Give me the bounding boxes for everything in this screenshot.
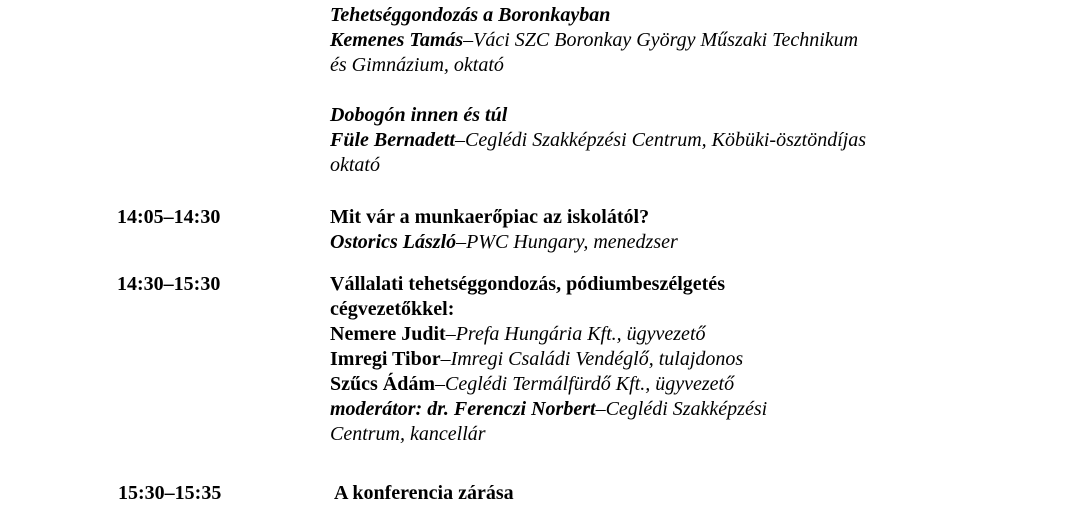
session-title: A konferencia zárása [334,482,514,504]
session-speaker-line [330,230,970,255]
speaker-affiliation: –PWC Hungary, menedzser [456,231,678,253]
session-title: Vállalati tehetséggondozás, pódiumbeszélgetés [330,273,725,295]
talk-title-text: Dobogón innen és túl [330,104,508,126]
panelist-name: Imregi Tibor [330,348,441,370]
session-title: Mit vár a munkaerőpiac az iskolától? [330,206,650,228]
speaker-name: Füle Bernadett [330,129,456,151]
speaker-affiliation-cont: és Gimnázium, oktató [330,54,504,76]
panelist-row [330,322,970,347]
session-closing [334,481,974,506]
time-slot-1530: 15:30–15:35 [118,482,222,504]
time-slot-1405: 14:05–14:30 [117,206,221,228]
speaker-name: Kemenes Tamás [330,29,464,51]
moderator-role: –Ceglédi Szakképzési [595,398,768,420]
speaker-affiliation-cont: oktató [330,154,380,176]
time-slot-1430: 14:30–15:30 [117,273,221,295]
session-munkaeropiac [330,205,970,255]
talk-title-text: Tehetséggondozás a Boronkayban [330,4,611,26]
speaker-name: Ostorics László [330,231,457,253]
talk-title [330,103,970,128]
speaker-affiliation: –Ceglédi Szakképzési Centrum, Köbüki-ösztöndíjas [455,129,867,151]
talk-speaker-line [330,128,970,153]
panelist-name: Nemere Judit [330,323,446,345]
session-title-cont: cégvezetőkkel: [330,298,455,320]
panelist-role: –Ceglédi Termálfürdő Kft., ügyvezető [435,373,735,395]
session-panel [330,272,970,447]
moderator-role-cont: Centrum, kancellár [330,423,486,445]
talk-title [330,3,970,28]
panelist-name: Szűcs Ádám [330,373,436,395]
moderator-label: moderátor: dr. Ferenczi Norbert [330,398,596,420]
panelist-role: –Prefa Hungária Kft., ügyvezető [445,323,706,345]
talk-dobogo [330,103,970,178]
panelist-role: –Imregi Családi Vendéglő, tulajdonos [440,348,744,370]
moderator-row [330,397,970,422]
talk-speaker-line [330,28,970,53]
talk-boronkay [330,3,970,78]
panelist-row [330,372,970,397]
speaker-affiliation: –Váci SZC Boronkay György Műszaki Technikum [463,29,859,51]
panelist-row [330,347,970,372]
